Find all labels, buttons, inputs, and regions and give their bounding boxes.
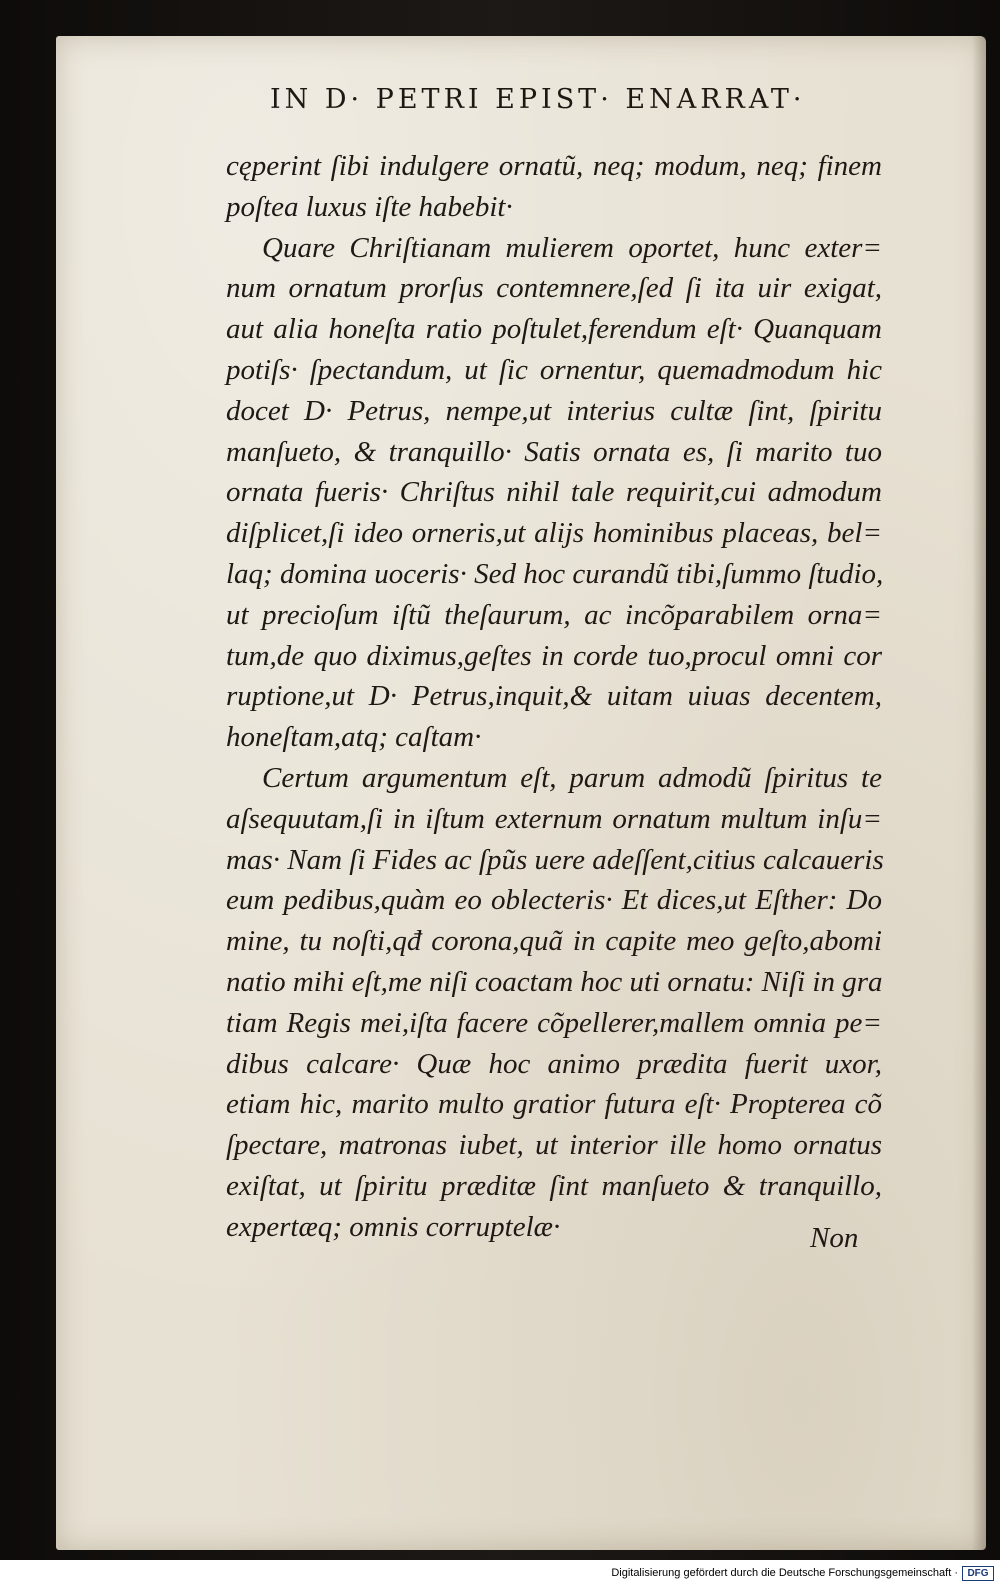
text-line: docet D· Petrus, nempe,ut interius cultæ ſint, ſpiritu [226,394,882,427]
text-line: exiſtat, ut ſpiritu præditæ ſint manſueto & tranquillo, [226,1169,882,1202]
text-line: potiſs· ſpectandum, ut ſic ornentur, quemadmodum hic [226,353,882,386]
dfg-logo: DFG [962,1566,994,1581]
text-line: mas· Nam ſi Fides ac ſpũs uere adeſſent,citius calcaueris [226,843,884,876]
text-line: diſplicet,ſi ideo orneris,ut alijs hominibus placeas, bel= [226,517,882,550]
text-line: honeſtam,atq; caſtam· [226,721,482,754]
text-line: ut precioſum iſtũ theſaurum, ac incõparabilem orna= [226,598,882,631]
catchword: Non [810,1222,859,1254]
text-line: ruptione,ut D· Petrus,inquit,& uitam uiuas decentem, [226,680,882,713]
text-line: ornata fueris· Chriſtus nihil tale requirit,cui admodum [226,476,882,509]
footer-bar [0,1560,1000,1589]
text-line: tiam Regis mei,iſta facere cõpellerer,mallem omnia pe= [226,1006,882,1039]
text-line: num ornatum prorſus contemnere,ſed ſi ita uir exigat, [226,272,882,305]
paragraph [226,758,882,1248]
text-line: ſpectare, matronas iubet, ut interior ille homo ornatus [226,1129,882,1162]
text-line: aut alia honeſta ratio poſtulet,ferendum eſt· Quanquam [226,313,882,346]
text-line: laq; domina uoceris· Sed hoc curandũ tibi,ſummo ſtudio, [226,557,884,590]
text-line: manſueto, & tranquillo· Satis ornata es, ſi marito tuo [226,435,882,468]
text-line: natio mihi eſt,me niſi coactam hoc uti ornatu: Niſi in gra [226,965,883,998]
text-line: eum pedibus,quàm eo oblecteris· Et dices,ut Eſther: Do [226,884,882,917]
text-line: Certum argumentum eſt, parum admodũ ſpiritus te [262,761,882,794]
text-line: aſsequutam,ſi in iſtum externum ornatum multum inſu= [226,802,882,835]
body-text [226,146,882,1248]
text-line: poſtea luxus iſte habebit· [226,190,513,223]
text-line: tum,de quo diximus,geſtes in corde tuo,procul omni cor [226,639,882,672]
text-line: mine, tu noſti,qđ corona,quã in capite meo geſto,abomi [226,925,882,958]
paragraph [226,228,882,758]
text-line: etiam hic, marito multo gratior futura eſt· Propterea cõ [226,1088,882,1121]
text-line: expertæq; omnis corruptelæ· [226,1210,561,1243]
text-line: Quare Chriſtianam mulierem oportet, hunc exter= [262,231,882,264]
text-line: dibus calcare· Quæ hoc animo prædita fuerit uxor, [226,1047,882,1080]
page-edge-shadow [972,36,986,1550]
text-line: cęperint ſibi indulgere ornatũ, neq; modum, neq; finem [226,150,882,182]
paragraph [226,146,882,228]
running-head: IN D· PETRI EPIST· ENARRAT· [270,84,806,115]
funding-credit: Digitalisierung gefördert durch die Deutsche Forschungsgemeinschaft · [611,1567,958,1579]
